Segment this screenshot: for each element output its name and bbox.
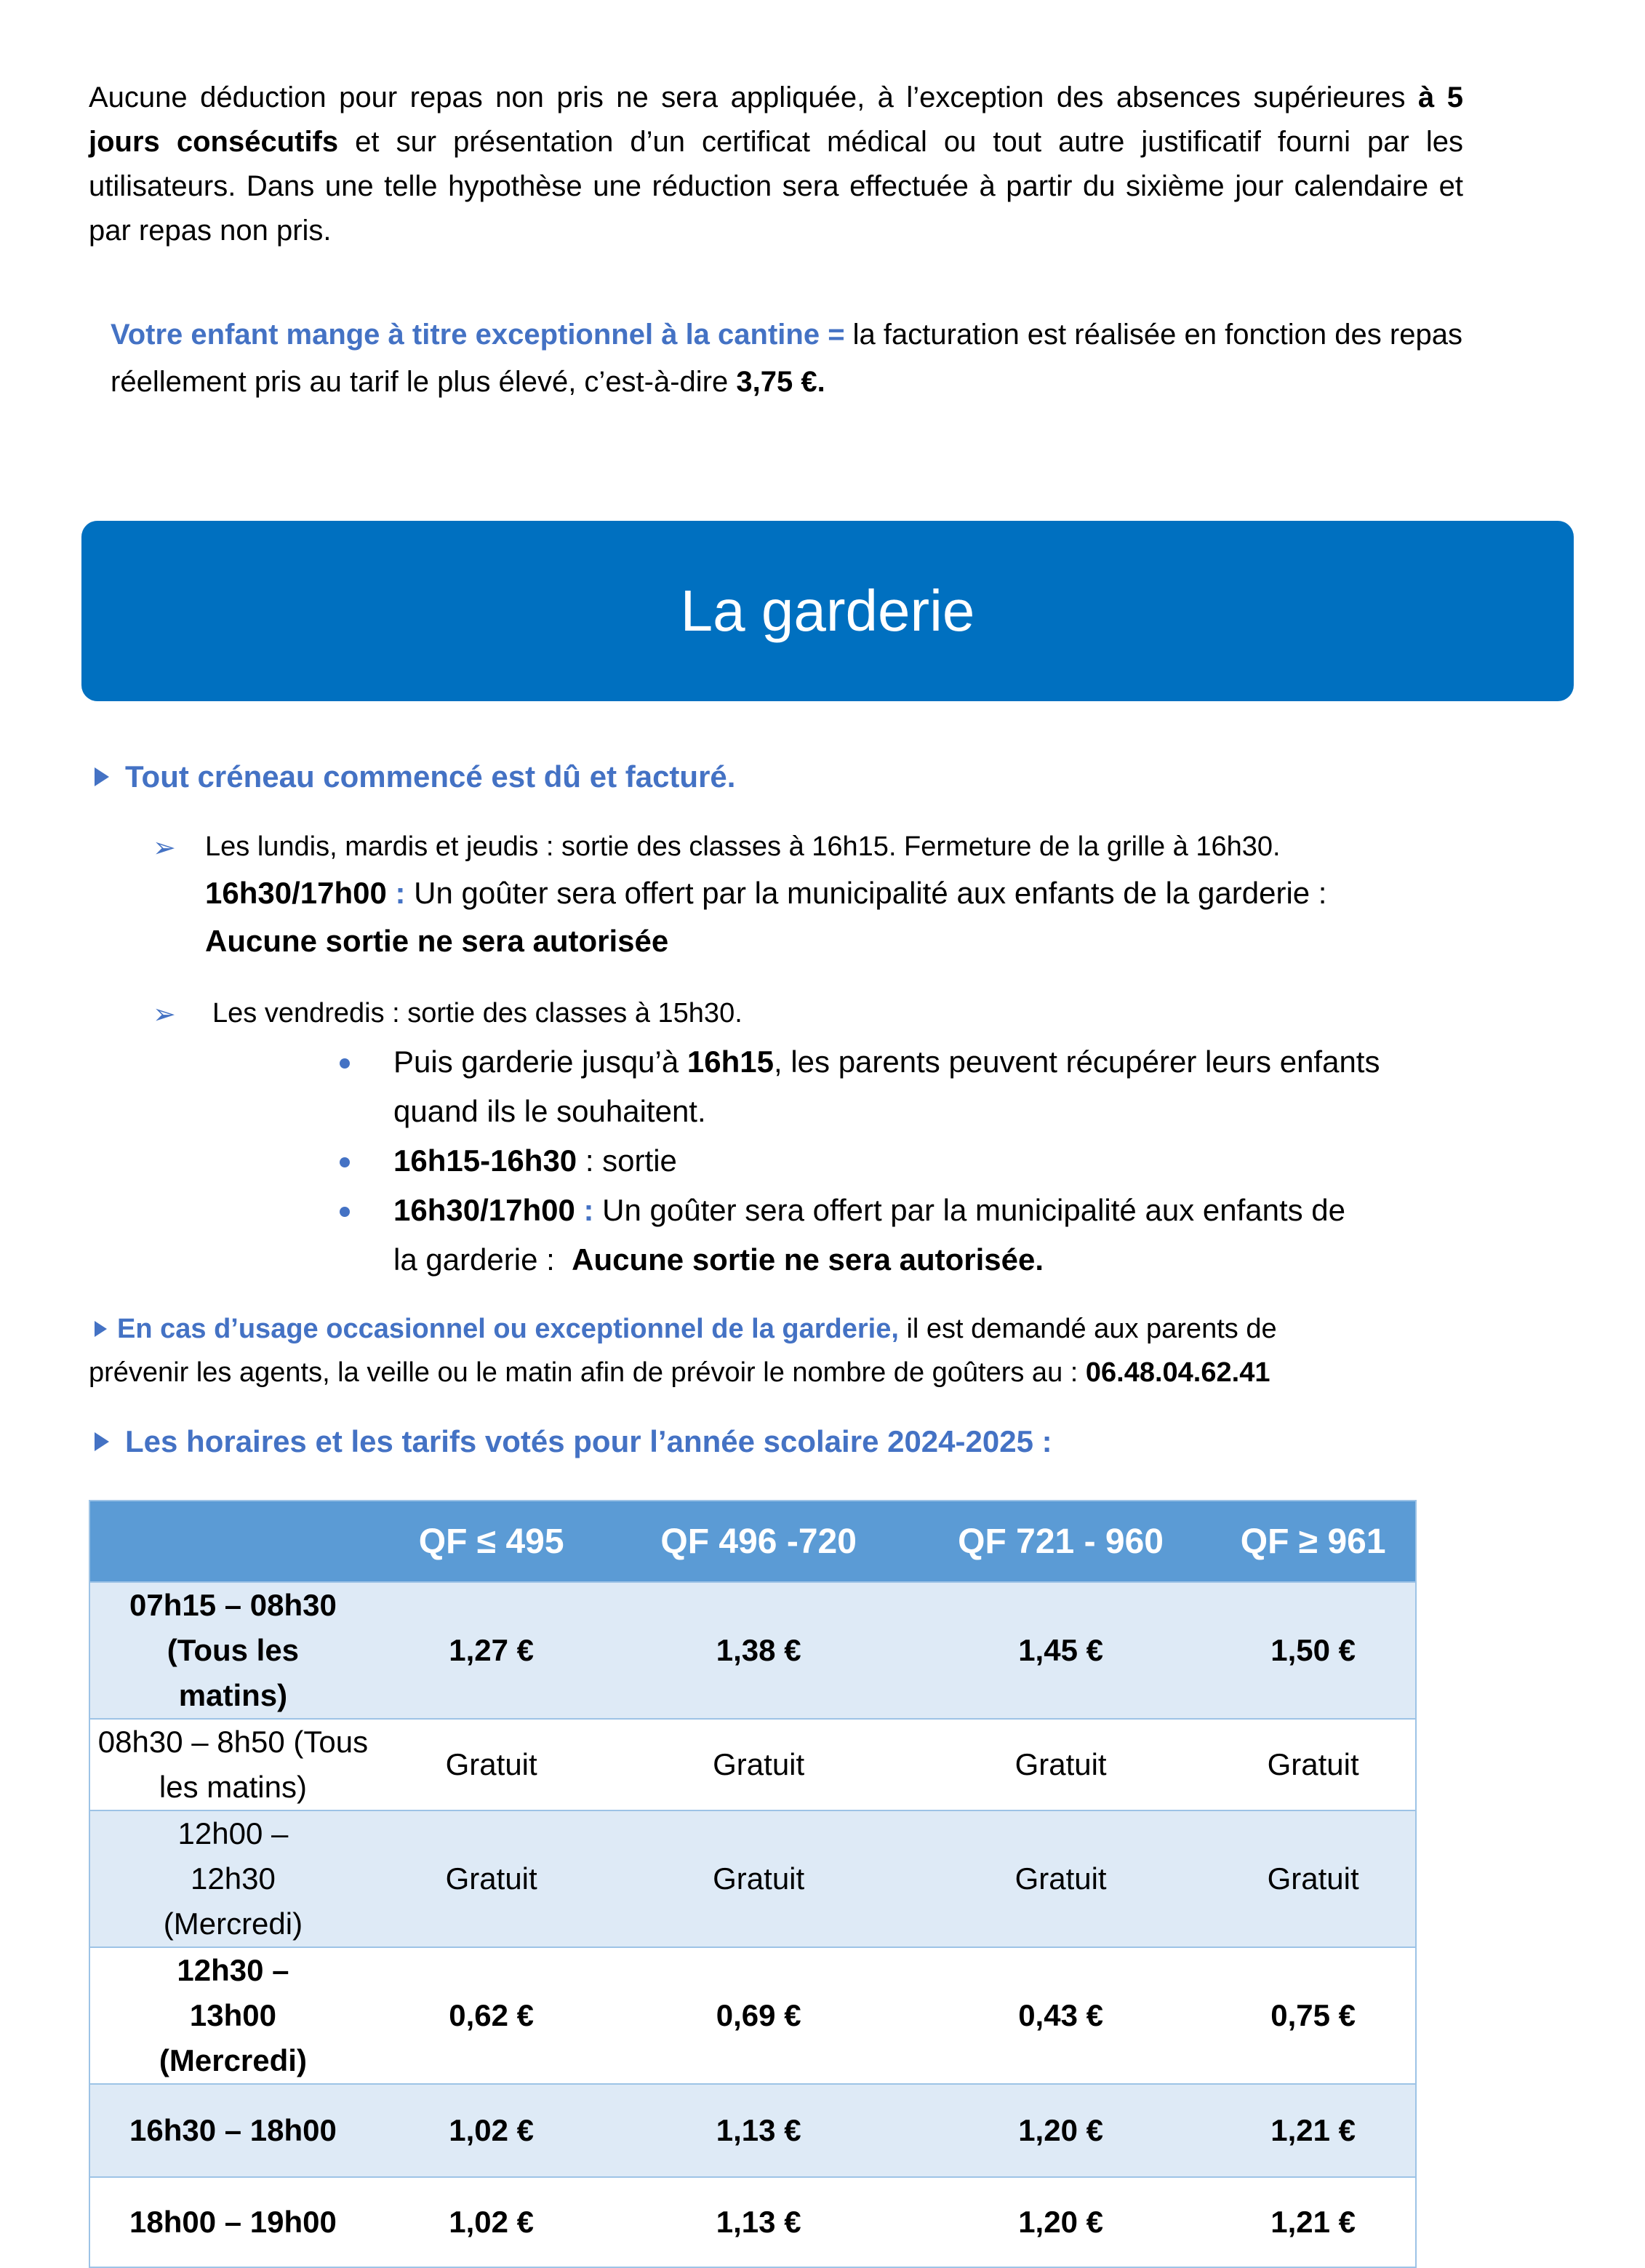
header-empty (89, 1501, 376, 1582)
row-label: 12h30 – 13h00 (Mercredi) (89, 1947, 376, 2084)
table-cell: 1,20 € (910, 2084, 1211, 2177)
table-row (89, 1947, 1416, 2084)
table-cell: 1,45 € (910, 1582, 1211, 1719)
table-row (89, 1810, 1416, 1947)
table-cell: 1,21 € (1211, 2177, 1416, 2267)
table-cell: 1,13 € (607, 2177, 910, 2267)
absence-days-bold: à 5 jours consécutifs (89, 81, 1463, 158)
table-cell: 0,43 € (910, 1947, 1211, 2084)
table-cell: 1,13 € (607, 2084, 910, 2177)
table-header-row (89, 1501, 1416, 1582)
friday-bullet-1-c: quand ils le souhaitent. (393, 1094, 706, 1128)
table-cell: Gratuit (910, 1719, 1211, 1810)
row-label: 18h00 – 19h00 (89, 2177, 376, 2267)
table-cell: Gratuit (376, 1719, 607, 1810)
occasional-use-text2: prévenir les agents, la veille ou le matin afin de prévoir le nombre de goûters au : (89, 1357, 1086, 1388)
table-cell: Gratuit (607, 1810, 910, 1947)
header-qf-2: QF 496 -720 (607, 1501, 910, 1582)
friday-bullet-3-time: 16h30/17h00 (393, 1193, 575, 1227)
header-qf-1: QF ≤ 495 (376, 1501, 607, 1582)
table-row (89, 2177, 1416, 2267)
mon-tue-thu-schedule: Les lundis, mardis et jeudis : sortie des classes à 16h15. Fermeture de la grille à 16h30. (205, 831, 1281, 862)
friday-schedule: Les vendredis : sortie des classes à 15h30. (212, 998, 743, 1029)
phone-number: 06.48.04.62.41 (1085, 1357, 1270, 1388)
friday-bullet-1-time: 16h15 (687, 1045, 774, 1079)
friday-bullet-3-bold: Aucune sortie ne sera autorisée. (572, 1242, 1044, 1277)
header-qf-4: QF ≥ 961 (1211, 1501, 1416, 1582)
table-row (89, 1719, 1416, 1810)
occasional-use-heading: En cas d’usage occasionnel ou exceptionnel de la garderie, (117, 1314, 899, 1344)
rates-table (89, 1500, 1417, 2268)
friday-bullet-1 (393, 1045, 1380, 1079)
rates-heading-text: Les horaires et les tarifs votés pour l’année scolaire 2024-2025 : (125, 1424, 1052, 1458)
table-cell: 1,20 € (910, 2177, 1211, 2267)
table-cell: 1,50 € (1211, 1582, 1416, 1719)
table-cell: 0,75 € (1211, 1947, 1416, 2084)
table-cell: Gratuit (607, 1719, 910, 1810)
exceptional-meal-label: Votre enfant mange à titre exceptionnel à la cantine = (111, 319, 853, 351)
friday-bullet-3-text: Un goûter sera offert par la municipalité aux enfants de (593, 1193, 1346, 1227)
bullet-dot-icon (340, 1207, 350, 1217)
friday-bullet-3-text2: la garderie : (393, 1242, 572, 1277)
friday-bullet-2-text: : sortie (577, 1143, 677, 1178)
triangle-bullet-icon (95, 767, 109, 786)
row-label: 16h30 – 18h00 (89, 2084, 376, 2177)
arrow-bullet-icon: ➢ (153, 999, 176, 1030)
table-cell: 0,69 € (607, 1947, 910, 2084)
friday-bullet-1-b: , les parents peuvent récupérer leurs enfants (774, 1045, 1380, 1079)
table-row (89, 2084, 1416, 2177)
no-exit-bold: Aucune sortie ne sera autorisée (205, 924, 669, 958)
table-cell: 0,62 € (376, 1947, 607, 2084)
friday-bullet-1-a: Puis garderie jusqu’à (393, 1045, 687, 1079)
occasional-use-text: il est demandé aux parents de (898, 1314, 1277, 1344)
exceptional-meal-price: 3,75 €. (736, 366, 825, 398)
bullet-dot-icon (340, 1157, 350, 1167)
row-label: 07h15 – 08h30 (Tous les matins) (89, 1582, 376, 1719)
absence-text-b: et sur présentation d’un certificat médical ou tout autre justificatif fourni par les utilisateurs. Dans une telle hypothèse une réduction sera effectuée à partir du sixième jour calendaire et par repas non pris. (89, 126, 1463, 247)
arrow-bullet-icon: ➢ (153, 833, 176, 863)
no-exit-notice (205, 924, 668, 959)
table-cell: 1,21 € (1211, 2084, 1416, 2177)
snack-text: Un goûter sera offert par la municipalité aux enfants de la garderie : (405, 876, 1327, 910)
friday-bullet-2-time: 16h15-16h30 (393, 1143, 577, 1178)
mon-tue-thu-snack (205, 876, 1326, 911)
triangle-bullet-icon (95, 1321, 107, 1337)
table-cell: Gratuit (376, 1810, 607, 1947)
table-cell: 1,27 € (376, 1582, 607, 1719)
snack-colon: : (386, 876, 406, 910)
table-row (89, 1582, 1416, 1719)
table-cell: Gratuit (1211, 1810, 1416, 1947)
absence-paragraph (89, 76, 1463, 253)
slot-billing-heading (95, 759, 735, 794)
slot-billing-heading-text: Tout créneau commencé est dû et facturé. (125, 759, 736, 794)
header-qf-3: QF 721 - 960 (910, 1501, 1211, 1582)
occasional-use-line2 (89, 1357, 1270, 1389)
friday-bullet-3-line2 (393, 1242, 1044, 1277)
rates-heading (95, 1424, 1052, 1459)
friday-bullet-3-colon: : (575, 1193, 594, 1227)
row-label: 08h30 – 8h50 (Tous les matins) (89, 1719, 376, 1810)
occasional-use-paragraph (95, 1314, 1277, 1345)
triangle-bullet-icon (95, 1432, 109, 1451)
row-label: 12h00 – 12h30 (Mercredi) (89, 1810, 376, 1947)
banner-title: La garderie (680, 578, 975, 643)
exceptional-meal-paragraph (111, 311, 1463, 406)
table-cell: 1,02 € (376, 2084, 607, 2177)
friday-bullet-3 (393, 1193, 1345, 1228)
snack-time-bold: 16h30/17h00 (205, 876, 387, 910)
section-banner (81, 521, 1574, 701)
bullet-dot-icon (340, 1058, 350, 1069)
friday-bullet-2 (393, 1143, 677, 1178)
table-cell: Gratuit (910, 1810, 1211, 1947)
table-cell: Gratuit (1211, 1719, 1416, 1810)
table-cell: 1,38 € (607, 1582, 910, 1719)
absence-text-a: Aucune déduction pour repas non pris ne sera appliquée, à l’exception des absences supérieures (89, 81, 1419, 113)
table-cell: 1,02 € (376, 2177, 607, 2267)
exceptional-meal-text: la facturation est réalisée en fonction des repas réellement pris au tarif le plus élevé, c’est-à-dire (111, 319, 1462, 398)
